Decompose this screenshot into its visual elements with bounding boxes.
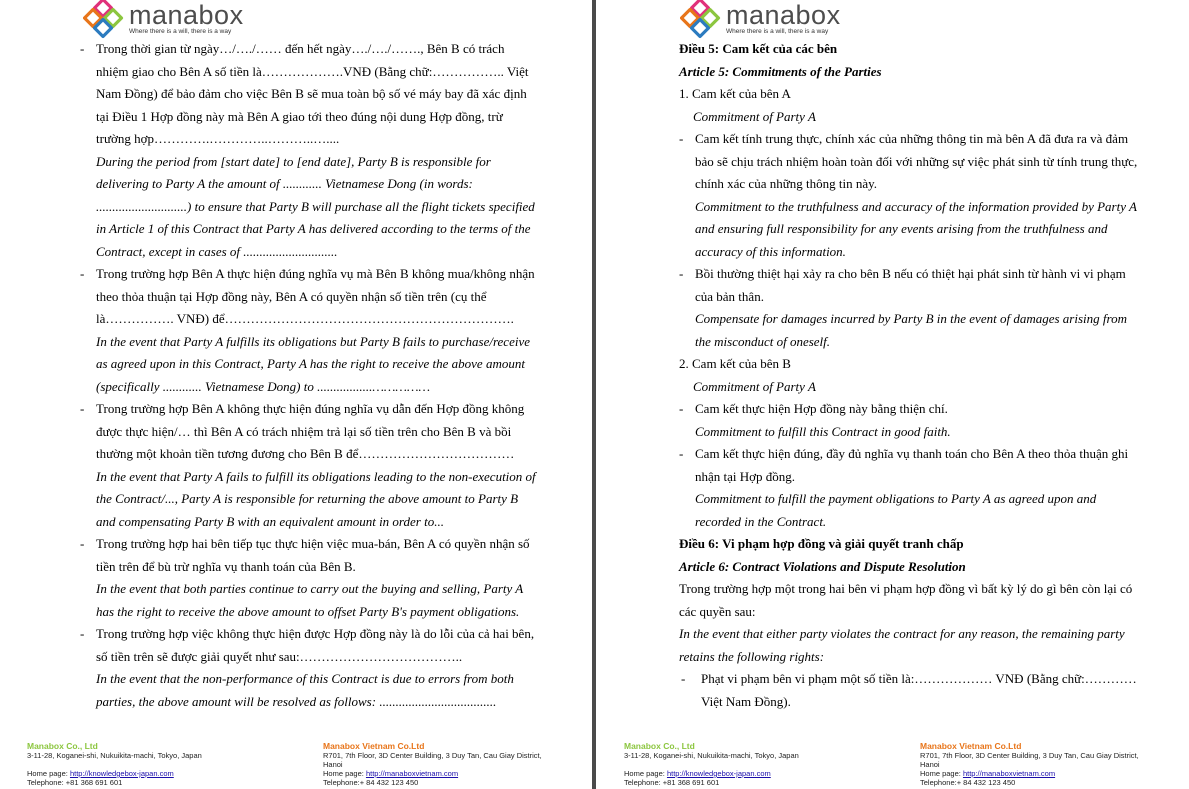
footer-vietnam-office <box>323 742 573 787</box>
article-6-heading-en: Article 6: Contract Violations and Dispute Resolution <box>679 558 966 574</box>
clause-text-vi: Trong trường hợp việc không thực hiện được Hợp đồng này là do lỗi của cả hai bên, số tiền trên sẽ được giải quyết như sau:……………………………….. <box>96 626 535 664</box>
clause-item <box>80 38 536 263</box>
party-a-heading-en: Commitment of Party A <box>693 108 816 124</box>
clause-text-en: In the event that both parties continue to carry out the buying and selling, Party A has the right to receive the above amount to offset Party B's payment obligations. <box>96 581 524 619</box>
list-dash: - <box>679 266 684 281</box>
brand-name: manabox <box>726 0 841 30</box>
commitment-text-en: Commitment to the truthfulness and accuracy of the information provided by Party A and ensuring full responsibility for any events arising from the truthfulness and accuracy of this information. <box>695 198 1137 259</box>
clause-text-vi: Trong trường hợp hai bên tiếp tục thực hiện việc mua-bán, Bên A có quyền nhận số tiền trên để bù trừ nghĩa vụ thanh toán của Bên B. <box>96 536 530 574</box>
list-dash: - <box>80 626 85 641</box>
commitment-item <box>679 443 1141 533</box>
footer-homepage-label: Home page: <box>27 769 68 778</box>
footer-homepage-link-jp[interactable]: http://knowledgebox-japan.com <box>69 769 174 778</box>
footer-company-jp: Manabox Co., Ltd <box>624 741 695 751</box>
footer-phone-jp: Telephone: +81 368 691 601 <box>27 778 123 787</box>
brand-name: manabox <box>129 0 244 30</box>
commitment-item <box>679 398 1141 443</box>
footer-japan-office <box>624 742 884 787</box>
clause-item <box>80 263 536 398</box>
article-5-heading-vi: Điều 5: Cam kết của các bên <box>679 41 838 56</box>
footer-company-jp: Manabox Co., Ltd <box>27 741 98 751</box>
clause-item <box>80 398 536 533</box>
list-dash: - <box>80 536 85 551</box>
commitment-text-vi: Cam kết tính trung thực, chính xác của những thông tin mà bên A đã đưa ra và đảm bảo sẽ chịu trách nhiệm hoàn toàn đối với những sự việc phát sinh từ tính trung thực, chính xác của những thông tin này. <box>695 131 1138 191</box>
commitment-text-vi: Cam kết thực hiện Hợp đồng này bằng thiện chí. <box>695 401 948 416</box>
footer-phone-vn: Telephone:+ 84 432 123 450 <box>920 778 1016 787</box>
clause-text-vi: Trong trường hợp Bên A không thực hiện đúng nghĩa vụ dẫn đến Hợp đồng không được thực hiện/… thì Bên A có trách nhiệm trả lại số tiền trên cho Bên B và bồi thường một khoản tiền tương đương cho Bên B để……………………………… <box>96 401 525 461</box>
clause-text-vi: Trong trường hợp Bên A thực hiện đúng nghĩa vụ mà Bên B không mua/không nhận theo thỏa thuận tại Hợp đồng này, Bên A có quyền nhận số tiền trên (cụ thể là……………. VNĐ) để…………………………………………………………. <box>96 266 535 326</box>
commitment-text-vi: Cam kết thực hiện đúng, đầy đủ nghĩa vụ thanh toán cho Bên A theo thỏa thuận ghi nhận tại Hợp đồng. <box>695 446 1129 484</box>
footer-japan-office <box>27 742 287 787</box>
commitment-item <box>679 128 1141 263</box>
clause-text-vi: Trong thời gian từ ngày…/…./…… đến hết ngày…./…./……., Bên B có trách nhiệm giao cho Bên A số tiền là……………….VNĐ (Bằng chữ:…………….. Việt Nam Đồng) để bảo đảm cho việc Bên B sẽ mua toàn bộ số vé máy bay đã xác định tại Điều 1 Hợp đồng này mà Bên A giao tới theo đúng nội dung Hợp đồng, trừ trường hợp………….…………..………..….... <box>96 41 529 146</box>
party-b-heading-en: Commitment of Party A <box>693 378 816 394</box>
clause-item <box>80 623 536 713</box>
article-5-heading-en: Article 5: Commitments of the Parties <box>679 63 882 79</box>
clause-text-en: In the event that the non-performance of this Contract is due to errors from both parties, the above amount will be resolved as follows: .................................... <box>96 671 514 709</box>
list-dash: - <box>679 131 684 146</box>
footer-address-jp: 3-11-28, Koganei-shi, Nukuikita-machi, Tokyo, Japan <box>624 751 799 760</box>
left-page-body <box>80 38 536 713</box>
list-dash: - <box>80 41 85 56</box>
footer-phone-vn: Telephone:+ 84 432 123 450 <box>323 778 419 787</box>
footer-homepage-label: Home page: <box>323 769 364 778</box>
footer-homepage-link-vn[interactable]: http://manaboxvietnam.com <box>365 769 459 778</box>
commitment-item <box>679 263 1141 353</box>
penalty-text-vi: Phạt vi phạm bên vi phạm một số tiền là:……………… VNĐ (Bằng chữ:………… Việt Nam Đồng). <box>701 671 1137 709</box>
brand-tagline: Where there is a will, there is a way <box>129 28 232 35</box>
party-b-heading: 2. Cam kết của bên B <box>679 356 791 371</box>
list-dash: - <box>679 401 684 416</box>
commitment-text-en: Commitment to fulfill the payment obligations to Party A as agreed upon and recorded in the Contract. <box>695 491 1097 529</box>
clause-item <box>80 533 536 623</box>
footer-address-vn-city: Hanoi <box>323 760 343 769</box>
brand-tagline: Where there is a will, there is a way <box>726 28 829 35</box>
footer-homepage-link-vn[interactable]: http://manaboxvietnam.com <box>962 769 1056 778</box>
footer-homepage-label: Home page: <box>920 769 961 778</box>
penalty-item <box>679 668 1141 713</box>
manabox-logo-icon <box>680 0 722 40</box>
article-6-intro-vi: Trong trường hợp một trong hai bên vi phạm hợp đồng vì bất kỳ lý do gì bên còn lại có các quyền sau: <box>679 581 1133 619</box>
footer-company-vn: Manabox Vietnam Co.Ltd <box>920 741 1022 751</box>
footer-address-vn: R701, 7th Floor, 3D Center Building, 3 Duy Tan, Cau Giay District, <box>323 751 542 760</box>
manabox-logo-icon <box>83 0 125 40</box>
commitment-text-en: Compensate for damages incurred by Party B in the event of damages arising from the misconduct of oneself. <box>695 311 1127 349</box>
footer-homepage-label: Home page: <box>624 769 665 778</box>
right-page-body <box>679 38 1141 713</box>
footer-phone-jp: Telephone: +81 368 691 601 <box>624 778 720 787</box>
article-6-intro-en: In the event that either party violates the contract for any reason, the remaining party retains the following rights: <box>679 626 1125 664</box>
clause-text-en: In the event that Party A fails to fulfill its obligations leading to the non-execution of the Contract/..., Party A is responsible for returning the above amount to Party B and compensating Party B with an equivalent amount in order to... <box>96 468 536 529</box>
footer-homepage-link-jp[interactable]: http://knowledgebox-japan.com <box>666 769 771 778</box>
footer-address-jp: 3-11-28, Koganei-shi, Nukuikita-machi, Tokyo, Japan <box>27 751 202 760</box>
document-page-right <box>596 0 1189 789</box>
list-dash: - <box>679 446 684 461</box>
footer-company-vn: Manabox Vietnam Co.Ltd <box>323 741 425 751</box>
list-dash: - <box>681 671 686 686</box>
clause-text-en: During the period from [start date] to [end date], Party B is responsible for delivering to Party A the amount of ............ Vietnamese Dong (in words: ............................) to ensure that Party B will purchase all the flight tickets specified in Article 1 of this Contract that Party A has delivered according to the terms of the Contract, except in cases of ............................. <box>96 153 535 259</box>
list-dash: - <box>80 401 85 416</box>
commitment-text-vi: Bồi thường thiệt hại xảy ra cho bên B nếu có thiệt hại phát sinh từ hành vi vi phạm của bản thân. <box>695 266 1126 304</box>
footer-vietnam-office <box>920 742 1170 787</box>
footer-address-vn: R701, 7th Floor, 3D Center Building, 3 Duy Tan, Cau Giay District, <box>920 751 1139 760</box>
commitment-text-en: Commitment to fulfill this Contract in good faith. <box>695 423 951 439</box>
clause-text-en: In the event that Party A fulfills its obligations but Party B fails to purchase/receive as agreed upon in this Contract, Party A has the right to receive the above amount (specifically ............ Vietnamese Dong) to .................…………… <box>96 333 530 394</box>
footer-address-vn-city: Hanoi <box>920 760 940 769</box>
manabox-logo <box>83 0 244 40</box>
document-page-left <box>0 0 592 789</box>
party-a-heading: 1. Cam kết của bên A <box>679 86 791 101</box>
list-dash: - <box>80 266 85 281</box>
manabox-logo <box>680 0 841 40</box>
article-6-heading-vi: Điều 6: Vi phạm hợp đồng và giải quyết tranh chấp <box>679 536 964 551</box>
